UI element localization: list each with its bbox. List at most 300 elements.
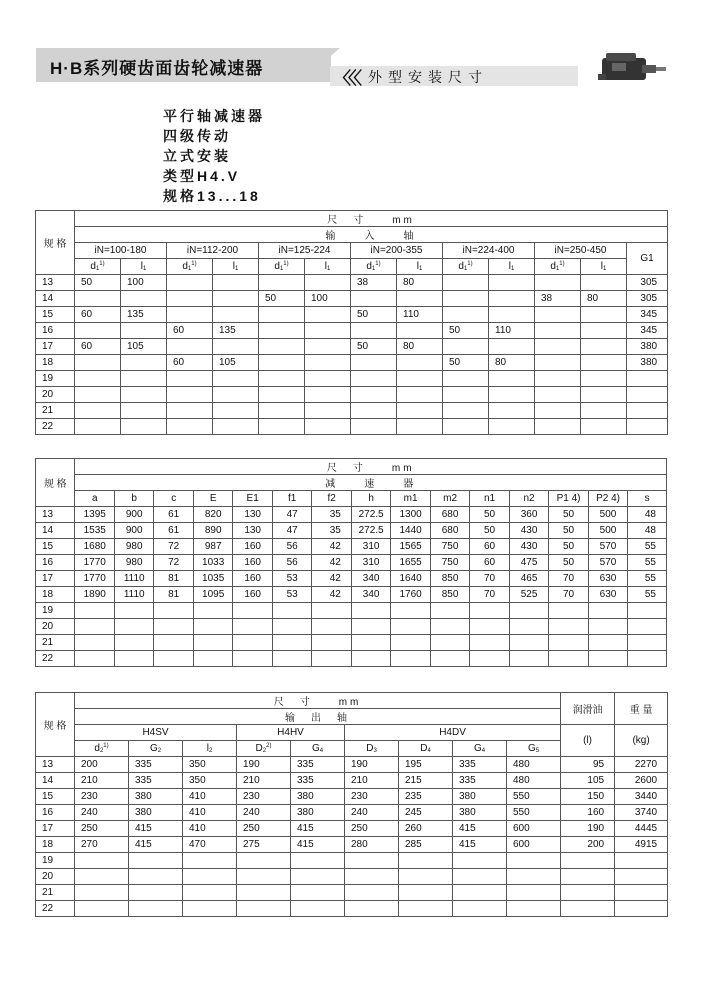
group-header-h4sv: H4SV — [75, 725, 237, 741]
table-cell: 272.5 — [351, 523, 390, 539]
table-cell — [535, 307, 581, 323]
row-size-cell: 18 — [36, 587, 75, 603]
table-cell — [167, 371, 213, 387]
table-cell — [351, 619, 390, 635]
ratio-header: iN=224-400 — [443, 243, 535, 259]
group-header-h4dv: H4DV — [345, 725, 561, 741]
table-cell — [627, 403, 668, 419]
table-cell — [213, 371, 259, 387]
table-cell: 380 — [453, 789, 507, 805]
table-cell — [397, 403, 443, 419]
table-cell — [430, 619, 469, 635]
table-cell — [443, 403, 489, 419]
table-cell: 280 — [345, 837, 399, 853]
table-cell: 50 — [470, 507, 509, 523]
table-cell: 38 — [535, 291, 581, 307]
row-size-cell: 20 — [36, 387, 75, 403]
table-cell: 72 — [154, 555, 193, 571]
table-cell — [430, 603, 469, 619]
table-cell — [627, 371, 668, 387]
ratio-header: iN=250-450 — [535, 243, 627, 259]
table-cell: 410 — [183, 789, 237, 805]
table-cell — [489, 371, 535, 387]
table-cell — [213, 403, 259, 419]
table-cell: 42 — [312, 539, 351, 555]
table-cell — [443, 419, 489, 435]
table-cell: 415 — [453, 837, 507, 853]
table-cell: 80 — [397, 275, 443, 291]
col-header-l1: $l_1$ — [581, 259, 627, 275]
gear-reducer-image — [598, 48, 670, 86]
table-cell: 42 — [312, 587, 351, 603]
col-header-l2: $l_2$ — [183, 741, 237, 757]
table-cell — [259, 403, 305, 419]
table-cell — [75, 885, 129, 901]
table-cell — [272, 619, 311, 635]
table-cell: 1033 — [193, 555, 232, 571]
table-cell — [213, 275, 259, 291]
dimension-header: 尺 寸 mm — [75, 459, 667, 475]
table-cell: 80 — [581, 291, 627, 307]
table-cell — [193, 651, 232, 667]
table-cell: 200 — [75, 757, 129, 773]
table-cell — [121, 403, 167, 419]
table-cell: 230 — [345, 789, 399, 805]
row-size-cell: 16 — [36, 555, 75, 571]
spec-line-sizes: 规格13...18 — [163, 188, 261, 204]
col-header-d1: $d_1^{1)}$ — [535, 259, 581, 275]
table-cell — [345, 885, 399, 901]
table-cell: 350 — [183, 757, 237, 773]
table-cell: 410 — [183, 821, 237, 837]
table-cell — [193, 619, 232, 635]
table-cell — [507, 901, 561, 917]
table-cell — [259, 355, 305, 371]
table-cell: 160 — [233, 539, 272, 555]
table-cell: 55 — [628, 555, 667, 571]
table-cell: 470 — [183, 837, 237, 853]
table-cell — [627, 387, 668, 403]
table-cell — [588, 635, 627, 651]
table-cell — [183, 853, 237, 869]
table-cell: 210 — [237, 773, 291, 789]
table-cell: 50 — [549, 507, 588, 523]
section-header: 输 入 轴 — [75, 227, 668, 243]
table-cell — [121, 387, 167, 403]
table-cell: 47 — [272, 523, 311, 539]
table-cell — [237, 885, 291, 901]
table-cell — [305, 355, 351, 371]
table-cell — [351, 403, 397, 419]
table-row — [36, 837, 668, 853]
dimension-header: 尺 寸 mm — [75, 693, 561, 709]
table-cell — [75, 323, 121, 339]
row-size-cell: 17 — [36, 571, 75, 587]
table-cell — [470, 619, 509, 635]
col-header: b — [114, 491, 153, 507]
table-cell — [213, 291, 259, 307]
table-cell — [305, 403, 351, 419]
table-cell — [154, 619, 193, 635]
row-size-cell: 22 — [36, 901, 75, 917]
table-cell: 1395 — [75, 507, 114, 523]
ratio-header: iN=125-224 — [259, 243, 351, 259]
table-cell: 50 — [470, 523, 509, 539]
row-size-cell: 13 — [36, 507, 75, 523]
table-cell — [305, 419, 351, 435]
col-header: n2 — [509, 491, 548, 507]
table-cell: 105 — [213, 355, 259, 371]
table-cell — [453, 869, 507, 885]
table-cell — [549, 603, 588, 619]
table-cell — [581, 339, 627, 355]
table-cell — [443, 291, 489, 307]
table-cell — [193, 635, 232, 651]
table-cell — [121, 291, 167, 307]
table-cell — [443, 275, 489, 291]
table-cell — [351, 387, 397, 403]
col-header: P1 4) — [549, 491, 588, 507]
table-row — [36, 507, 667, 523]
row-size-cell: 19 — [36, 853, 75, 869]
table-row — [36, 587, 667, 603]
table-cell: 240 — [345, 805, 399, 821]
table-cell — [399, 869, 453, 885]
row-size-cell: 21 — [36, 885, 75, 901]
table-cell: 35 — [312, 507, 351, 523]
table-cell: 270 — [75, 837, 129, 853]
table-cell: 1095 — [193, 587, 232, 603]
table-cell — [167, 307, 213, 323]
table-cell: 80 — [397, 339, 443, 355]
table-cell: 1640 — [391, 571, 430, 587]
table-cell — [443, 307, 489, 323]
table-cell — [615, 901, 668, 917]
table-cell: 570 — [588, 555, 627, 571]
table-cell — [399, 885, 453, 901]
table-cell: 890 — [193, 523, 232, 539]
table-cell: 1440 — [391, 523, 430, 539]
table-cell: 200 — [561, 837, 615, 853]
table-cell — [305, 387, 351, 403]
col-header: c — [154, 491, 193, 507]
table-cell — [305, 371, 351, 387]
row-size-cell: 14 — [36, 291, 75, 307]
table-cell — [75, 635, 114, 651]
col-header-g4: $G_4$ — [291, 741, 345, 757]
row-size-cell: 14 — [36, 523, 75, 539]
table-cell — [470, 603, 509, 619]
row-size-cell: 17 — [36, 821, 75, 837]
table-cell — [430, 651, 469, 667]
col-header: P2 4) — [588, 491, 627, 507]
table-cell: 80 — [489, 355, 535, 371]
oil-unit: (l) — [561, 725, 615, 757]
table-cell — [183, 885, 237, 901]
table-cell: 50 — [443, 323, 489, 339]
table-cell — [305, 339, 351, 355]
table-cell — [561, 901, 615, 917]
table-cell — [397, 419, 443, 435]
table-cell: 60 — [167, 323, 213, 339]
table-cell: 130 — [233, 523, 272, 539]
table-cell — [114, 635, 153, 651]
table-cell: 215 — [399, 773, 453, 789]
table-cell — [430, 635, 469, 651]
table-cell: 380 — [291, 805, 345, 821]
table-row — [36, 419, 668, 435]
col-header: h — [351, 491, 390, 507]
table-cell: 190 — [561, 821, 615, 837]
table-cell — [237, 853, 291, 869]
table-cell — [75, 403, 121, 419]
table-cell — [615, 869, 668, 885]
table-cell: 240 — [237, 805, 291, 821]
table-cell — [259, 387, 305, 403]
table-cell: 60 — [470, 539, 509, 555]
weight-unit: (kg) — [615, 725, 668, 757]
table-cell: 240 — [75, 805, 129, 821]
table-cell: 47 — [272, 507, 311, 523]
size-label: 规 格 — [36, 693, 75, 757]
table-cell — [470, 651, 509, 667]
table-cell: 525 — [509, 587, 548, 603]
row-size-cell: 15 — [36, 789, 75, 805]
weight-header: 重 量 — [615, 693, 668, 725]
table-cell — [588, 619, 627, 635]
row-size-cell: 22 — [36, 651, 75, 667]
spec-line-type: 平行轴减速器 — [163, 108, 265, 124]
table-row — [36, 523, 667, 539]
col-header-d4: $D_4$ — [399, 741, 453, 757]
table-cell — [489, 275, 535, 291]
table-cell: 380 — [627, 339, 668, 355]
table-cell — [75, 355, 121, 371]
table-cell — [121, 355, 167, 371]
table-cell: 100 — [305, 291, 351, 307]
table-cell: 135 — [213, 323, 259, 339]
table-cell: 1565 — [391, 539, 430, 555]
table-cell — [114, 603, 153, 619]
table-cell: 50 — [75, 275, 121, 291]
table-cell: 56 — [272, 555, 311, 571]
col-header-d1: $d_1^{1)}$ — [351, 259, 397, 275]
table-cell: 310 — [351, 555, 390, 571]
table-cell: 110 — [397, 307, 443, 323]
table-row — [36, 651, 667, 667]
table-cell: 1655 — [391, 555, 430, 571]
table-cell — [535, 387, 581, 403]
table-cell: 53 — [272, 571, 311, 587]
table-cell — [628, 619, 667, 635]
table-cell: 100 — [121, 275, 167, 291]
table-cell — [535, 355, 581, 371]
table-cell: 272.5 — [351, 507, 390, 523]
table-cell: 1110 — [114, 587, 153, 603]
table-cell — [489, 339, 535, 355]
table-cell — [351, 419, 397, 435]
row-size-cell: 21 — [36, 635, 75, 651]
col-header-l1: $l_1$ — [489, 259, 535, 275]
table-cell: 380 — [291, 789, 345, 805]
table-cell — [154, 603, 193, 619]
table-cell — [535, 275, 581, 291]
table-cell — [233, 651, 272, 667]
table-cell: 630 — [588, 587, 627, 603]
table-cell — [489, 419, 535, 435]
table-cell — [259, 323, 305, 339]
table-cell — [121, 419, 167, 435]
table-cell — [561, 885, 615, 901]
table-cell — [581, 275, 627, 291]
table-cell — [121, 371, 167, 387]
table-cell — [443, 387, 489, 403]
table-cell — [291, 901, 345, 917]
table-cell — [489, 387, 535, 403]
table-cell: 1035 — [193, 571, 232, 587]
table-cell: 335 — [291, 773, 345, 789]
table-cell — [397, 291, 443, 307]
table-cell — [561, 853, 615, 869]
table-cell: 415 — [291, 837, 345, 853]
table-cell — [259, 419, 305, 435]
table-cell: 95 — [561, 757, 615, 773]
table-cell — [628, 651, 667, 667]
table-cell: 70 — [470, 587, 509, 603]
table-cell: 190 — [237, 757, 291, 773]
table-cell: 50 — [549, 555, 588, 571]
table-cell: 160 — [233, 555, 272, 571]
table-cell: 345 — [627, 307, 668, 323]
table-cell: 310 — [351, 539, 390, 555]
table-cell — [75, 419, 121, 435]
row-size-cell: 13 — [36, 275, 75, 291]
table-cell — [237, 901, 291, 917]
table-cell — [75, 853, 129, 869]
row-size-cell: 16 — [36, 805, 75, 821]
table-cell: 335 — [291, 757, 345, 773]
table-cell — [167, 403, 213, 419]
table-cell: 980 — [114, 555, 153, 571]
table-cell — [272, 651, 311, 667]
table-cell — [581, 403, 627, 419]
col-header-d2: $d_2^{1)}$ — [75, 741, 129, 757]
table-cell — [581, 307, 627, 323]
row-size-cell: 22 — [36, 419, 75, 435]
table-row — [36, 853, 668, 869]
table-cell: 335 — [129, 773, 183, 789]
col-header: a — [75, 491, 114, 507]
table-row — [36, 339, 668, 355]
table-cell: 500 — [588, 523, 627, 539]
table-cell — [507, 869, 561, 885]
table-cell: 60 — [75, 307, 121, 323]
col-header-g5: $G_5$ — [507, 741, 561, 757]
table-cell: 72 — [154, 539, 193, 555]
spec-line-mounting: 立式安装 — [163, 148, 231, 164]
dimension-header: 尺 寸 mm — [75, 211, 668, 227]
table-row — [36, 789, 668, 805]
col-header-l1: $l_1$ — [121, 259, 167, 275]
table-cell — [305, 307, 351, 323]
table-cell: 750 — [430, 555, 469, 571]
table-cell: 81 — [154, 571, 193, 587]
table-cell — [627, 419, 668, 435]
table-cell — [75, 387, 121, 403]
table-cell: 335 — [129, 757, 183, 773]
table-cell: 380 — [627, 355, 668, 371]
table-cell: 38 — [351, 275, 397, 291]
table-cell — [391, 603, 430, 619]
table-cell — [581, 371, 627, 387]
table-cell — [114, 619, 153, 635]
table-cell: 230 — [237, 789, 291, 805]
col-header: m2 — [430, 491, 469, 507]
chevron-icon: 〈〈〈 — [334, 69, 359, 88]
table-cell — [391, 651, 430, 667]
table-row — [36, 371, 668, 387]
table-cell: 340 — [351, 587, 390, 603]
table-cell — [345, 853, 399, 869]
table-cell — [272, 635, 311, 651]
table-cell — [154, 651, 193, 667]
table-cell — [183, 901, 237, 917]
table-cell: 150 — [561, 789, 615, 805]
table-cell — [509, 619, 548, 635]
table-cell: 195 — [399, 757, 453, 773]
table-cell: 340 — [351, 571, 390, 587]
table-cell: 380 — [129, 805, 183, 821]
table-cell — [549, 619, 588, 635]
table-cell — [129, 901, 183, 917]
table-cell — [75, 901, 129, 917]
table-cell — [507, 885, 561, 901]
col-header: s — [628, 491, 667, 507]
spec-line-stages: 四级传动 — [163, 128, 231, 144]
table-cell: 50 — [351, 339, 397, 355]
table-cell: 480 — [507, 773, 561, 789]
table-cell — [628, 635, 667, 651]
table-cell — [391, 619, 430, 635]
row-size-cell: 18 — [36, 355, 75, 371]
table-cell: 850 — [430, 571, 469, 587]
table-cell: 570 — [588, 539, 627, 555]
table-cell: 70 — [549, 587, 588, 603]
table-cell — [443, 371, 489, 387]
table-cell — [259, 307, 305, 323]
table-cell: 305 — [627, 291, 668, 307]
table-cell — [233, 603, 272, 619]
table-cell — [75, 869, 129, 885]
table-cell — [581, 387, 627, 403]
col-header-d1: $d_1^{1)}$ — [259, 259, 305, 275]
table-cell: 210 — [75, 773, 129, 789]
table-cell — [259, 275, 305, 291]
table-cell: 680 — [430, 507, 469, 523]
table-row — [36, 555, 667, 571]
table-cell — [351, 635, 390, 651]
table-cell — [291, 869, 345, 885]
table-cell — [75, 603, 114, 619]
table-cell — [129, 869, 183, 885]
table-cell — [233, 635, 272, 651]
table-cell: 56 — [272, 539, 311, 555]
table-cell — [167, 419, 213, 435]
row-size-cell: 16 — [36, 323, 75, 339]
table-cell — [291, 853, 345, 869]
table-cell: 81 — [154, 587, 193, 603]
oil-header: 润滑油 — [561, 693, 615, 725]
